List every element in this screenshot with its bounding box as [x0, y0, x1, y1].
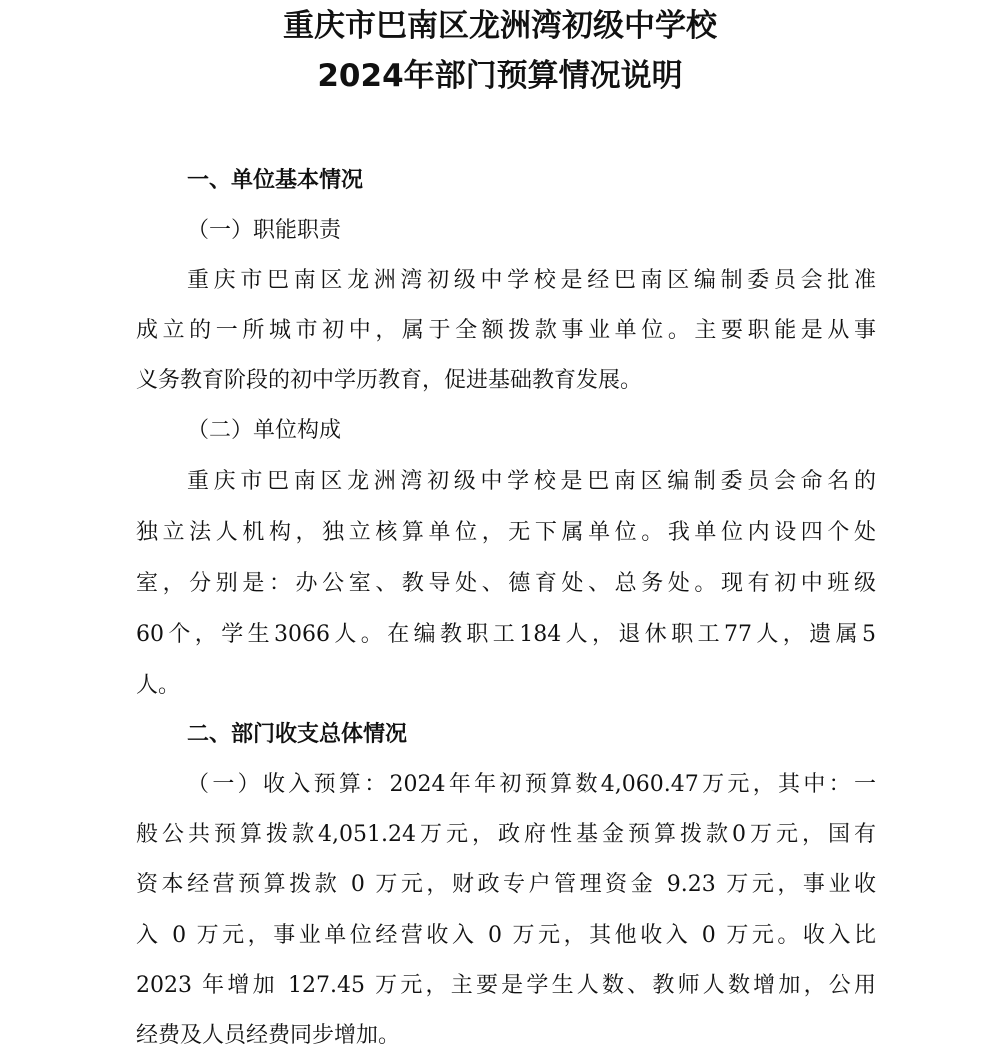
paragraph-line: 60个，学生3066人。在编教职工184人，退休职工77人，遗属5 [136, 622, 876, 647]
section-1-1-heading: （一）职能职责 [187, 218, 342, 243]
section-2-heading: 二、部门收支总体情况 [187, 722, 408, 747]
paragraph-line: 重庆市巴南区龙洲湾初级中学校是经巴南区编制委员会批准 [187, 268, 876, 293]
paragraph-line: 义务教育阶段的初中学历教育，促进基础教育发展。 [136, 368, 643, 393]
paragraph-line: 室，分别是：办公室、教导处、德育处、总务处。现有初中班级 [136, 571, 876, 596]
document-title-line-1: 重庆市巴南区龙洲湾初级中学校 [283, 8, 717, 44]
section-1-2-heading: （二）单位构成 [187, 418, 342, 443]
paragraph-line: 独立法人机构，独立核算单位，无下属单位。我单位内设四个处 [136, 520, 876, 545]
paragraph-line: 成立的一所城市初中，属于全额拨款事业单位。主要职能是从事 [136, 318, 876, 343]
document-title-line-2: 2024年部门预算情况说明 [317, 58, 683, 94]
paragraph-line: 人。 [136, 673, 181, 698]
paragraph-line: 经费及人员经费同步增加。 [136, 1023, 401, 1048]
paragraph-line: 2023 年增加 127.45 万元，主要是学生人数、教师人数增加，公用 [136, 973, 876, 998]
paragraph-line: 重庆市巴南区龙洲湾初级中学校是巴南区编制委员会命名的 [187, 469, 876, 494]
paragraph-line: 资本经营预算拨款 0 万元，财政专户管理资金 9.23 万元，事业收 [136, 872, 876, 897]
paragraph-line: 般公共预算拨款4,051.24万元，政府性基金预算拨款0万元，国有 [136, 822, 876, 847]
paragraph-line: （一）收入预算：2024年年初预算数4,060.47万元，其中：一 [187, 772, 876, 797]
section-1-heading: 一、单位基本情况 [187, 168, 364, 193]
paragraph-line: 入 0 万元，事业单位经营收入 0 万元，其他收入 0 万元。收入比 [136, 923, 876, 948]
